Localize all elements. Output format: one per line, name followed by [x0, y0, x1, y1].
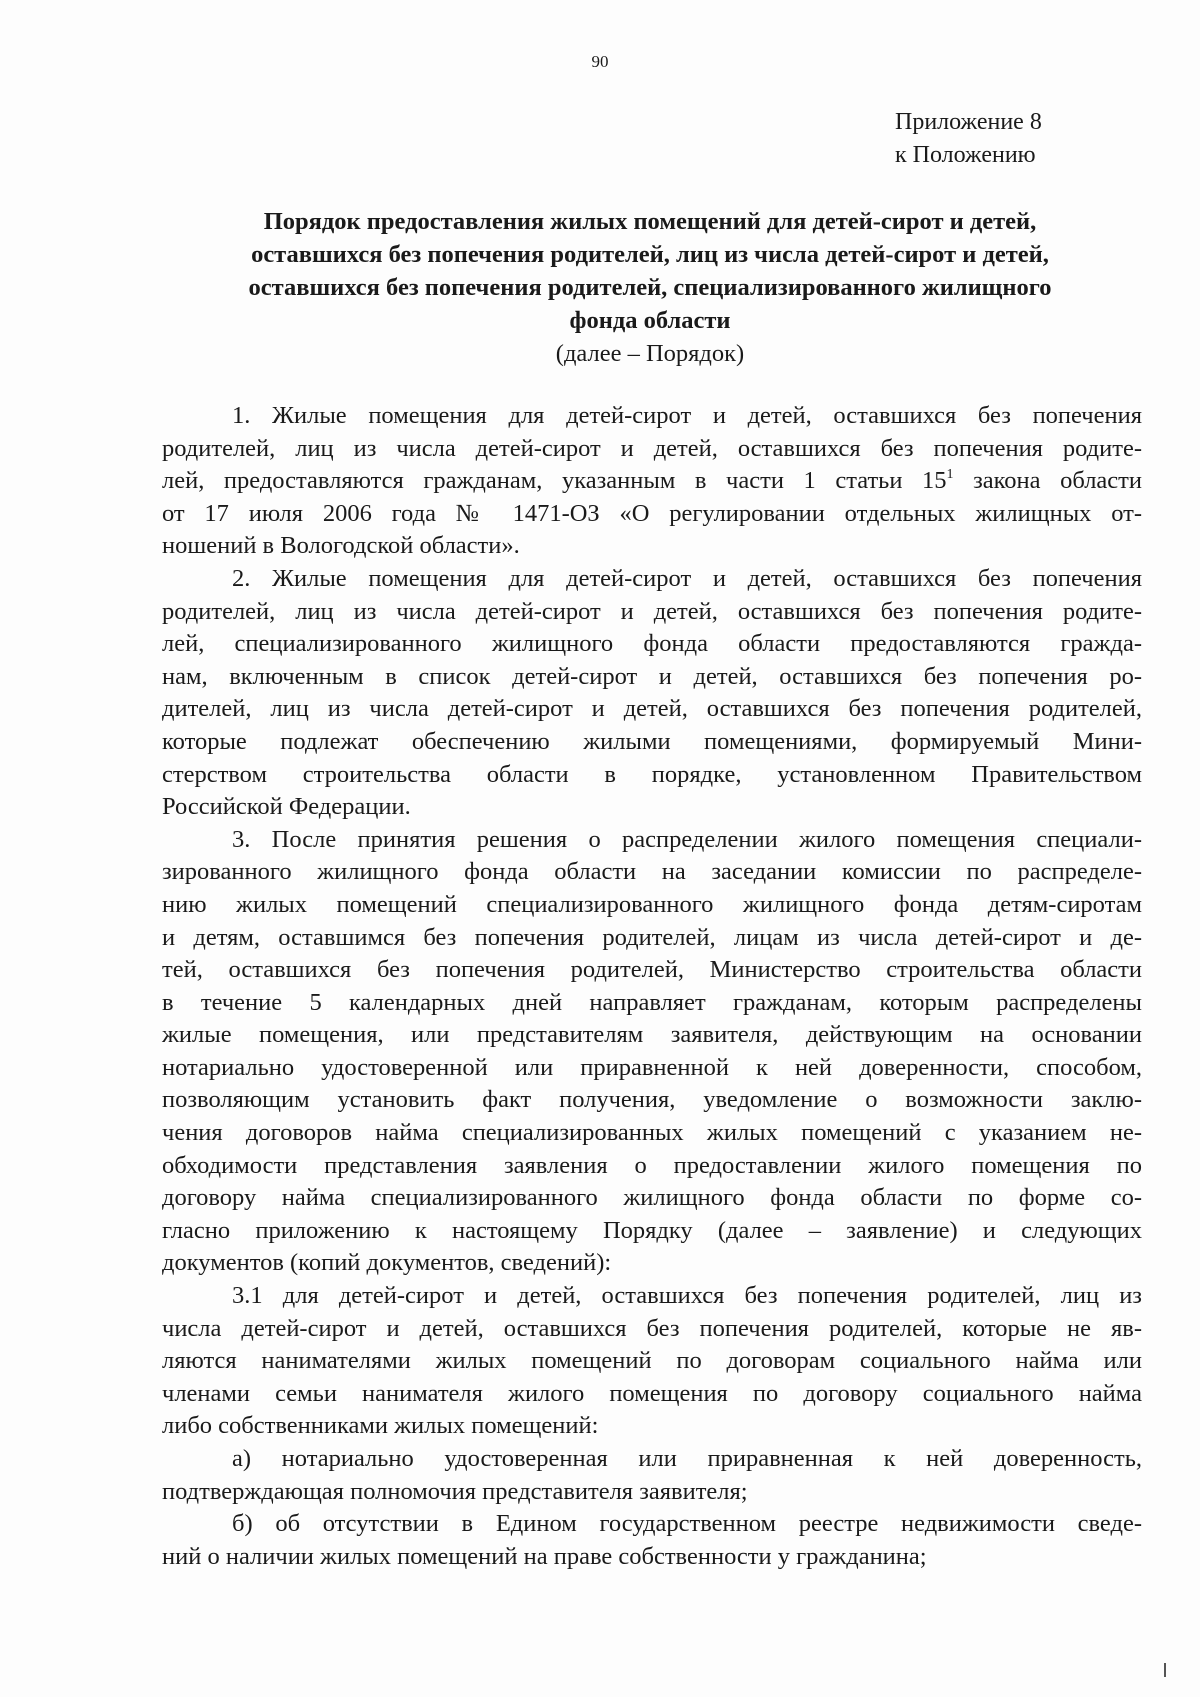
text-line: зированного жилищного фонда области на заседании комиссии по распределе-: [162, 858, 1142, 886]
text-line: б) об отсутствии в Едином государственном реестре недвижимости сведе-: [232, 1510, 1142, 1538]
text-line: ний о наличии жилых помещений на праве собственности у гражданина;: [162, 1542, 927, 1570]
title-line: Порядок предоставления жилых помещений для детей-сирот и детей,: [263, 208, 1037, 235]
text-line: в течение 5 календарных дней направляет гражданам, которым распределены: [162, 988, 1142, 1016]
paragraph-1: [162, 400, 1142, 563]
text-line: либо собственниками жилых помещений:: [162, 1412, 599, 1440]
text-line: родителей, лиц из числа детей-сирот и детей, оставшихся без попечения родите-: [162, 434, 1142, 462]
text-line: ляются нанимателями жилых помещений по договорам социального найма или: [162, 1347, 1142, 1375]
text-line: чения договоров найма специализированных жилых помещений с указанием не-: [162, 1119, 1142, 1147]
text-line: а) нотариально удостоверенная или приравненная к ней доверенность,: [232, 1445, 1142, 1472]
text-line: нам, включенным в список детей-сирот и детей, оставшихся без попечения ро-: [162, 662, 1142, 690]
text-line: жилые помещения, или представителям заявителя, действующим на основании: [162, 1021, 1142, 1049]
paragraph-3: [162, 824, 1142, 1280]
text-line: стерством строительства области в порядке, установленном Правительством: [162, 760, 1142, 788]
text-line: договору найма специализированного жилищного фонда области по форме со-: [162, 1184, 1142, 1212]
text-line: 3. После принятия решения о распределении жилого помещения специали-: [232, 825, 1142, 853]
text-line: Российской Федерации.: [162, 793, 411, 821]
text-fragment: лей, предоставляются гражданам, указанным в части 1 статьи 15: [162, 467, 947, 495]
page-number: 90: [591, 52, 609, 71]
text-line: которые подлежат обеспечению жилыми помещениями, формируемый Мини-: [162, 727, 1142, 755]
text-line: тей, оставшихся без попечения родителей, Министерство строительства области: [162, 956, 1142, 984]
text-line: нию жилых помещений специализированного жилищного фонда детям-сиротам: [162, 890, 1142, 918]
text-line: подтверждающая полномочия представителя заявителя;: [162, 1477, 748, 1505]
text-line: лей, специализированного жилищного фонда области предоставляются гражда-: [162, 630, 1142, 658]
text-line: документов (копий документов, сведений):: [162, 1249, 612, 1277]
text-line: нотариально удостоверенной или приравненной к ней доверенности, способом,: [162, 1053, 1142, 1081]
text-line: ношений в Вологодской области».: [162, 532, 520, 560]
text-line: и детям, оставшимся без попечения родителей, лицам из числа детей-сирот и де-: [162, 923, 1142, 951]
appendix-line-1: Приложение 8: [895, 109, 1042, 135]
list-item-a: [162, 1443, 1142, 1508]
list-item-b: [162, 1508, 1142, 1573]
document-body: [162, 400, 1142, 1573]
document-title: [170, 205, 1130, 370]
text-line: позволяющим установить факт получения, уведомление о возможности заклю-: [162, 1086, 1142, 1114]
text-line: дителей, лиц из числа детей-сирот и детей, оставшихся без попечения родителей,: [162, 695, 1142, 723]
text-fragment: закона области: [953, 467, 1142, 495]
text-line: числа детей-сирот и детей, оставшихся без попечения родителей, которые не яв-: [162, 1314, 1142, 1342]
appendix-header: [895, 106, 1042, 172]
title-line: оставшихся без попечения родителей, лиц из числа детей-сирот и детей,: [251, 241, 1049, 268]
text-line: [162, 465, 1142, 498]
superscript: 1: [946, 467, 954, 483]
title-line: оставшихся без попечения родителей, специализированного жилищного: [248, 274, 1052, 301]
paragraph-3-1: [162, 1280, 1142, 1443]
scan-mark: [1164, 1663, 1166, 1677]
text-line: обходимости представления заявления о предоставлении жилого помещения по: [162, 1151, 1142, 1179]
text-line: гласно приложению к настоящему Порядку (далее – заявление) и следующих: [162, 1216, 1142, 1244]
paragraph-2: [162, 563, 1142, 824]
title-subtitle: (далее – Порядок): [555, 340, 745, 367]
text-line: членами семьи нанимателя жилого помещения по договору социального найма: [162, 1379, 1142, 1407]
text-line: родителей, лиц из числа детей-сирот и детей, оставшихся без попечения родите-: [162, 597, 1142, 625]
text-line: 2. Жилые помещения для детей-сирот и детей, оставшихся без попечения: [232, 564, 1142, 592]
title-line: фонда области: [569, 307, 731, 334]
appendix-line-2: к Положению: [895, 142, 1036, 168]
text-line: от 17 июля 2006 года № 1471-ОЗ «О регулировании отдельных жилищных от-: [162, 499, 1142, 527]
text-line: 1. Жилые помещения для детей-сирот и детей, оставшихся без попечения: [232, 402, 1142, 429]
text-line: 3.1 для детей-сирот и детей, оставшихся без попечения родителей, лиц из: [232, 1282, 1142, 1310]
